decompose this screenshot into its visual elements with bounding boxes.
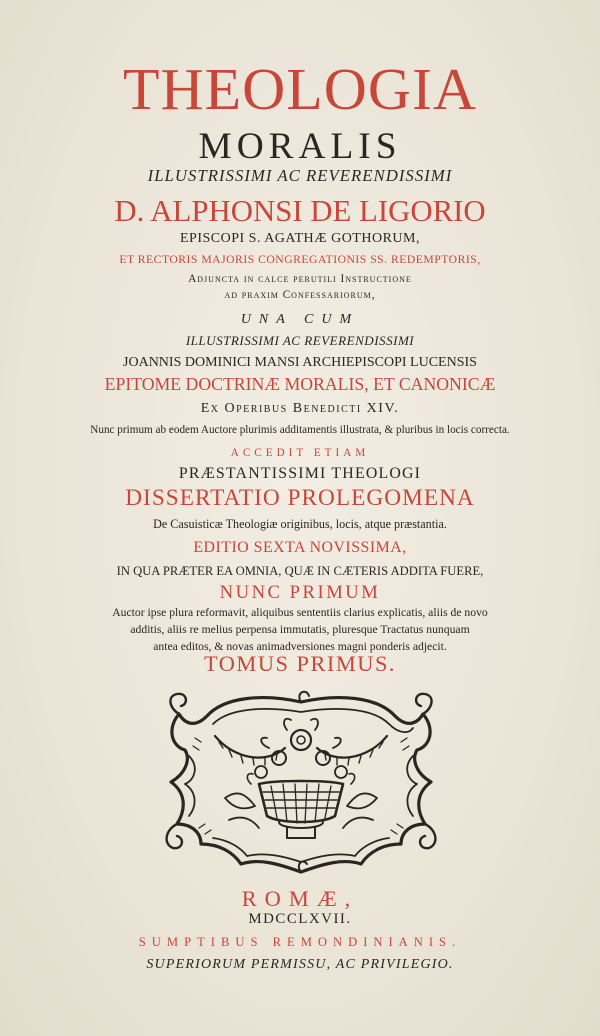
second-author: JOANNIS DOMINICI MANSI ARCHIEPISCOPI LUCENSIS xyxy=(123,355,477,370)
volume-number: TOMUS PRIMUS. xyxy=(203,651,397,676)
imprint-place: ROMÆ, xyxy=(241,886,359,911)
imprint-publisher: SUMPTIBUS REMONDINIANIS. xyxy=(138,935,462,949)
author-office: EPISCOPI S. AGATHÆ GOTHORUM, xyxy=(180,231,420,246)
adjuncta-line-2: ad praxim Confessariorum, xyxy=(224,289,376,301)
editio-line: EDITIO SEXTA NOVISSIMA, xyxy=(193,539,407,556)
author-rector: ET RECTORIS MAJORIS CONGREGATIONIS SS. REDEMPTORIS, xyxy=(119,253,481,266)
auctor-line-1: Auctor ipse plura reformavit, aliquibus sententiis clarius explicatis, aliis de novo xyxy=(112,606,488,619)
auctor-line-2: additis, aliis re melius perpensa immutatis, pluresque Tractatus nunquam xyxy=(130,623,470,636)
imprint-permission: SUPERIORUM PERMISSU, AC PRIVILEGIO. xyxy=(146,957,454,972)
baroque-flower-basket-cartouche-icon xyxy=(155,688,447,876)
epitome-title: EPITOME DOCTRINÆ MORALIS, ET CANONICÆ xyxy=(104,374,496,394)
book-subtitle: MORALIS xyxy=(198,126,402,167)
accedit-etiam: ACCEDIT ETIAM xyxy=(230,447,370,459)
book-title: THEOLOGIA xyxy=(123,56,477,122)
ex-operibus: Ex Operibus Benedicti XIV. xyxy=(200,401,400,416)
in-qua-line: IN QUA PRÆTER EA OMNIA, QUÆ IN CÆTERIS ADDITA FUERE, xyxy=(116,564,484,578)
honorific-line-1: ILLUSTRISSIMI AC REVERENDISSIMI xyxy=(147,166,453,185)
dissertatio-title: DISSERTATIO PROLEGOMENA xyxy=(125,485,475,511)
praestantissimi-theologi: PRÆSTANTISSIMI THEOLOGI xyxy=(178,465,422,482)
adjuncta-line-1: Adjuncta in calce perutili Instructione xyxy=(188,273,412,285)
honorific-line-2: ILLUSTRISSIMI AC REVERENDISSIMI xyxy=(185,333,415,348)
imprint-date: MDCCLXVII. xyxy=(248,911,352,927)
auctor-line-3: antea editos, & novas animadversiones magni ponderis adjecit. xyxy=(153,640,447,653)
una-cum: UNA CUM xyxy=(240,312,360,327)
nunc-primum: NUNC PRIMUM xyxy=(219,582,381,603)
de-casuisticae: De Casuisticæ Theologiæ originibus, locis, atque præstantia. xyxy=(153,517,447,531)
nunc-primum-note: Nunc primum ab eodem Auctore plurimis additamentis illustrata, & pluribus in locis correcta. xyxy=(90,424,510,436)
author-name: D. ALPHONSI DE LIGORIO xyxy=(114,194,486,228)
